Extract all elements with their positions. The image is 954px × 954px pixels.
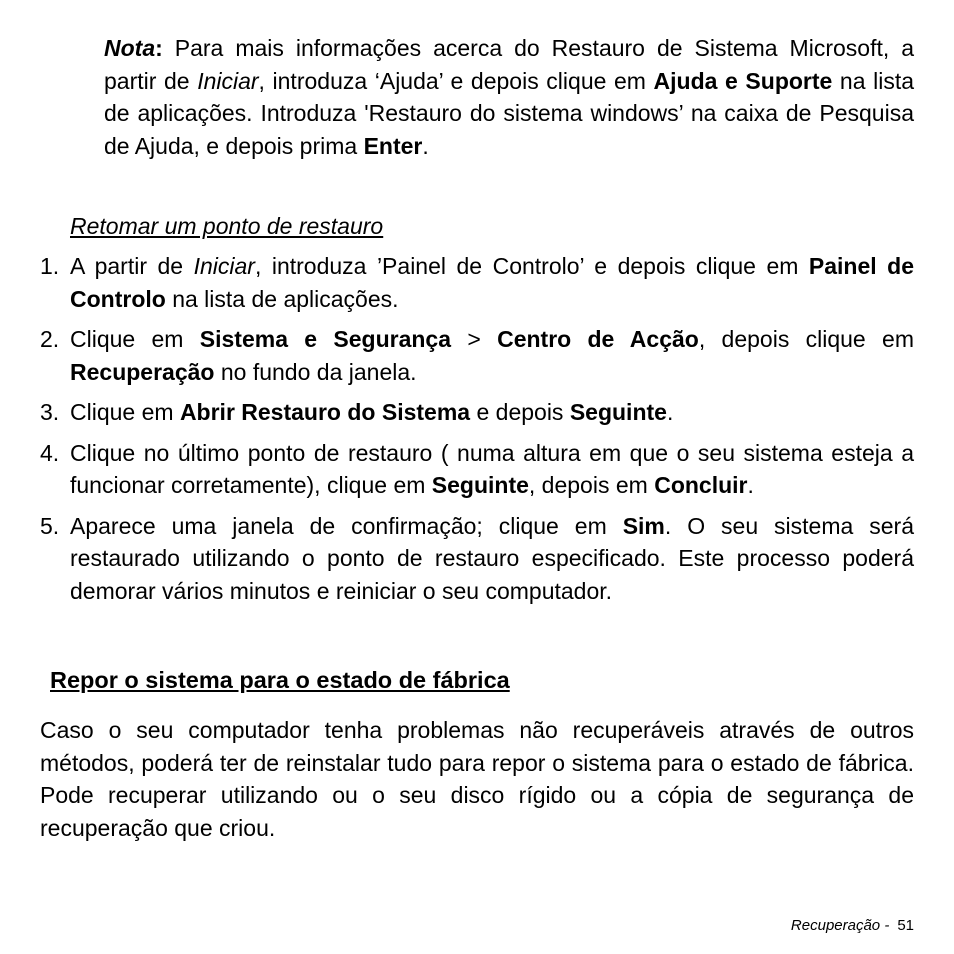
step-bold: Abrir Restauro do Sistema (179, 399, 471, 425)
note-iniciar: Iniciar (197, 67, 259, 94)
step-number: 5. (40, 512, 60, 539)
step-number: 4. (40, 439, 60, 466)
step-text: , depois em (528, 472, 655, 498)
step-number: 2. (40, 326, 60, 352)
step-text: na lista de aplicações. (165, 285, 399, 312)
note-text-2: , introduza ‘Ajuda’ e depois clique em (258, 67, 654, 94)
note-text-4: . (422, 132, 429, 159)
list-item (40, 396, 914, 429)
subheading-restore-point: Retomar um ponto de restauro (70, 213, 384, 239)
step-text: , introduza ’Painel de Controlo’ e depois clique em (254, 253, 809, 279)
step-text: . (666, 399, 674, 425)
body-paragraph: Caso o seu computador tenha problemas não recuperáveis através de outros métodos, poderá ter de reinstalar tudo para repor o sistema para o estado de fábrica. Pode recuperar utilizando ou o seu disco rígido ou a cópia de segurança de recuperação que criou. (40, 717, 914, 841)
note-ajuda-suporte: Ajuda e Suporte (653, 67, 833, 94)
step-text: . O seu sistema será restaurado utilizando o ponto de restauro especificado. Este processo poderá demorar vários minutos e reiniciar o seu computador. (70, 512, 914, 604)
step-text: > (451, 326, 498, 352)
step-text: e depois (470, 399, 570, 425)
note-paragraph (104, 32, 914, 162)
step-text: Clique em (70, 326, 200, 352)
note-enter: Enter (363, 132, 423, 159)
step-bold: Recuperação (70, 358, 215, 385)
step-text: Aparece uma janela de confirmação; clique em (70, 512, 623, 539)
page-number: 51 (897, 917, 914, 934)
list-item (40, 510, 914, 608)
step-text: A partir de (70, 253, 194, 279)
note-colon: : (155, 35, 163, 61)
step-bold: Seguinte (569, 399, 667, 425)
step-bold: Concluir (654, 472, 748, 498)
step-text: Clique no último ponto de restauro ( numa altura em que o seu sistema esteja a funcionar corretamente), clique em (70, 439, 914, 498)
step-bold: Painel de Controlo (70, 253, 915, 312)
step-text: no fundo da janela. (214, 358, 417, 385)
step-number: 3. (40, 399, 60, 425)
step-text: , depois clique em (698, 326, 914, 352)
list-item (40, 250, 914, 315)
page-footer (791, 916, 914, 936)
section-heading: Repor o sistema para o estado de fábrica (50, 667, 510, 693)
note-label: Nota (104, 35, 156, 61)
step-bold: Sistema e Segurança (199, 326, 452, 352)
step-bold: Centro de Acção (497, 326, 699, 352)
step-text: Clique em (70, 399, 180, 425)
step-text: . (747, 472, 754, 498)
step-italic: Iniciar (193, 253, 255, 279)
note-text-1: Para mais informações acerca do Restauro de Sistema Microsoft, a partir de (104, 35, 914, 94)
steps-list (40, 250, 914, 615)
step-bold: Sim (622, 512, 665, 539)
step-bold: Seguinte (431, 472, 529, 498)
step-number: 1. (40, 253, 60, 279)
list-item (40, 437, 914, 502)
footer-section: Recuperação - (790, 917, 890, 934)
note-text-3: na lista de aplicações. Introduza 'Restauro do sistema windows’ na caixa de Pesquisa de Ajuda, e depois prima (104, 67, 915, 159)
list-item (40, 323, 914, 388)
